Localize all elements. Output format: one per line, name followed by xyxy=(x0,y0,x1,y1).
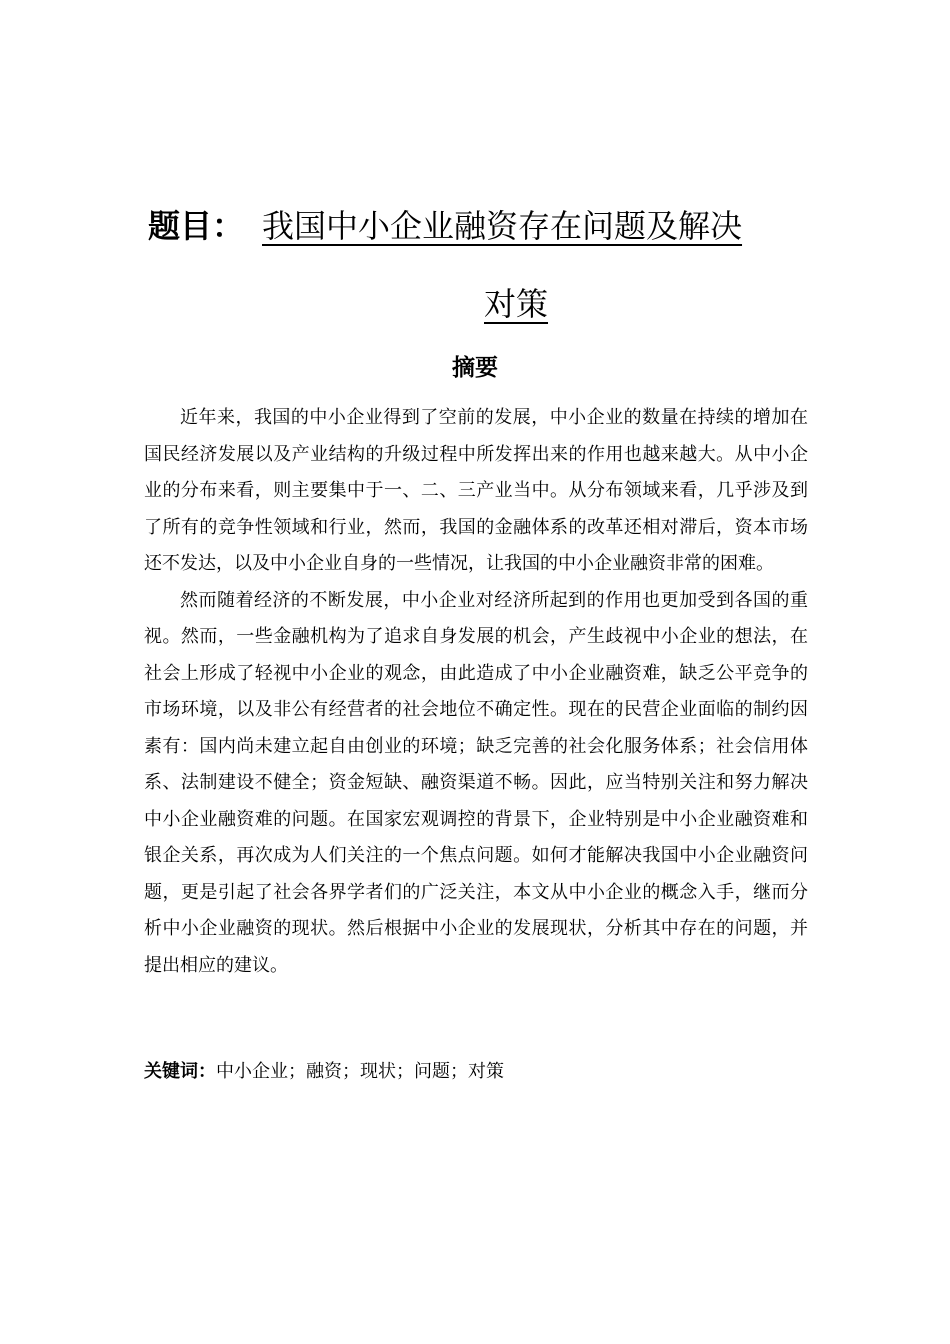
title-label: 题目： xyxy=(148,207,245,245)
abstract-paragraph-2: 然而随着经济的不断发展，中小企业对经济所起到的作用也更加受到各国的重视。然而，一些金融机构为了追求自身发展的机会，产生歧视中小企业的想法，在社会上形成了轻视中小企业的观念，由此造成了中小企业融资难，缺乏公平竞争的市场环境，以及非公有经营者的社会地位不确定性。现在的民营企业面临的制约因素有：国内尚未建立起自由创业的环境；缺乏完善的社会化服务体系；社会信用体系、法制建设不健全；资金短缺、融资渠道不畅。因此，应当特别关注和努力解决中小企业融资难的问题。在国家宏观调控的背景下，企业特别是中小企业融资难和银企关系，再次成为人们关注的一个焦点问题。如何才能解决我国中小企业融资问题，更是引起了社会各界学者们的广泛关注，本文从中小企业的概念入手，继而分析中小企业融资的现状。然后根据中小企业的发展现状，分析其中存在的问题，并提出相应的建议。 xyxy=(144,589,808,976)
title-text-underlined xyxy=(244,207,742,245)
abstract-body xyxy=(144,400,808,984)
title-text-part-1: 我国中小企业融资存在问题及解决 xyxy=(262,207,743,245)
title-text-part-2: 对策 xyxy=(484,285,549,323)
keywords-label: 关键词： xyxy=(144,1061,216,1082)
keywords-line xyxy=(144,1056,808,1088)
abstract-paragraph-1: 近年来，我国的中小企业得到了空前的发展，中小企业的数量在持续的增加在国民经济发展以及产业结构的升级过程中所发挥出来的作用也越来越大。从中小企业的分布来看，则主要集中于一、二、三产业当中。从分布领域来看，几乎涉及到了所有的竞争性领域和行业，然而，我国的金融体系的改革还相对滞后，资本市场还不发达，以及中小企业自身的一些情况，让我国的中小企业融资非常的困难。 xyxy=(144,407,808,574)
title-line-1 xyxy=(148,200,828,252)
title-line-2 xyxy=(484,278,590,330)
keywords-list: 中小企业；融资；现状；问题；对策 xyxy=(216,1061,504,1082)
title-text-underlined-2 xyxy=(484,285,590,323)
abstract-heading: 摘要 xyxy=(452,355,498,381)
